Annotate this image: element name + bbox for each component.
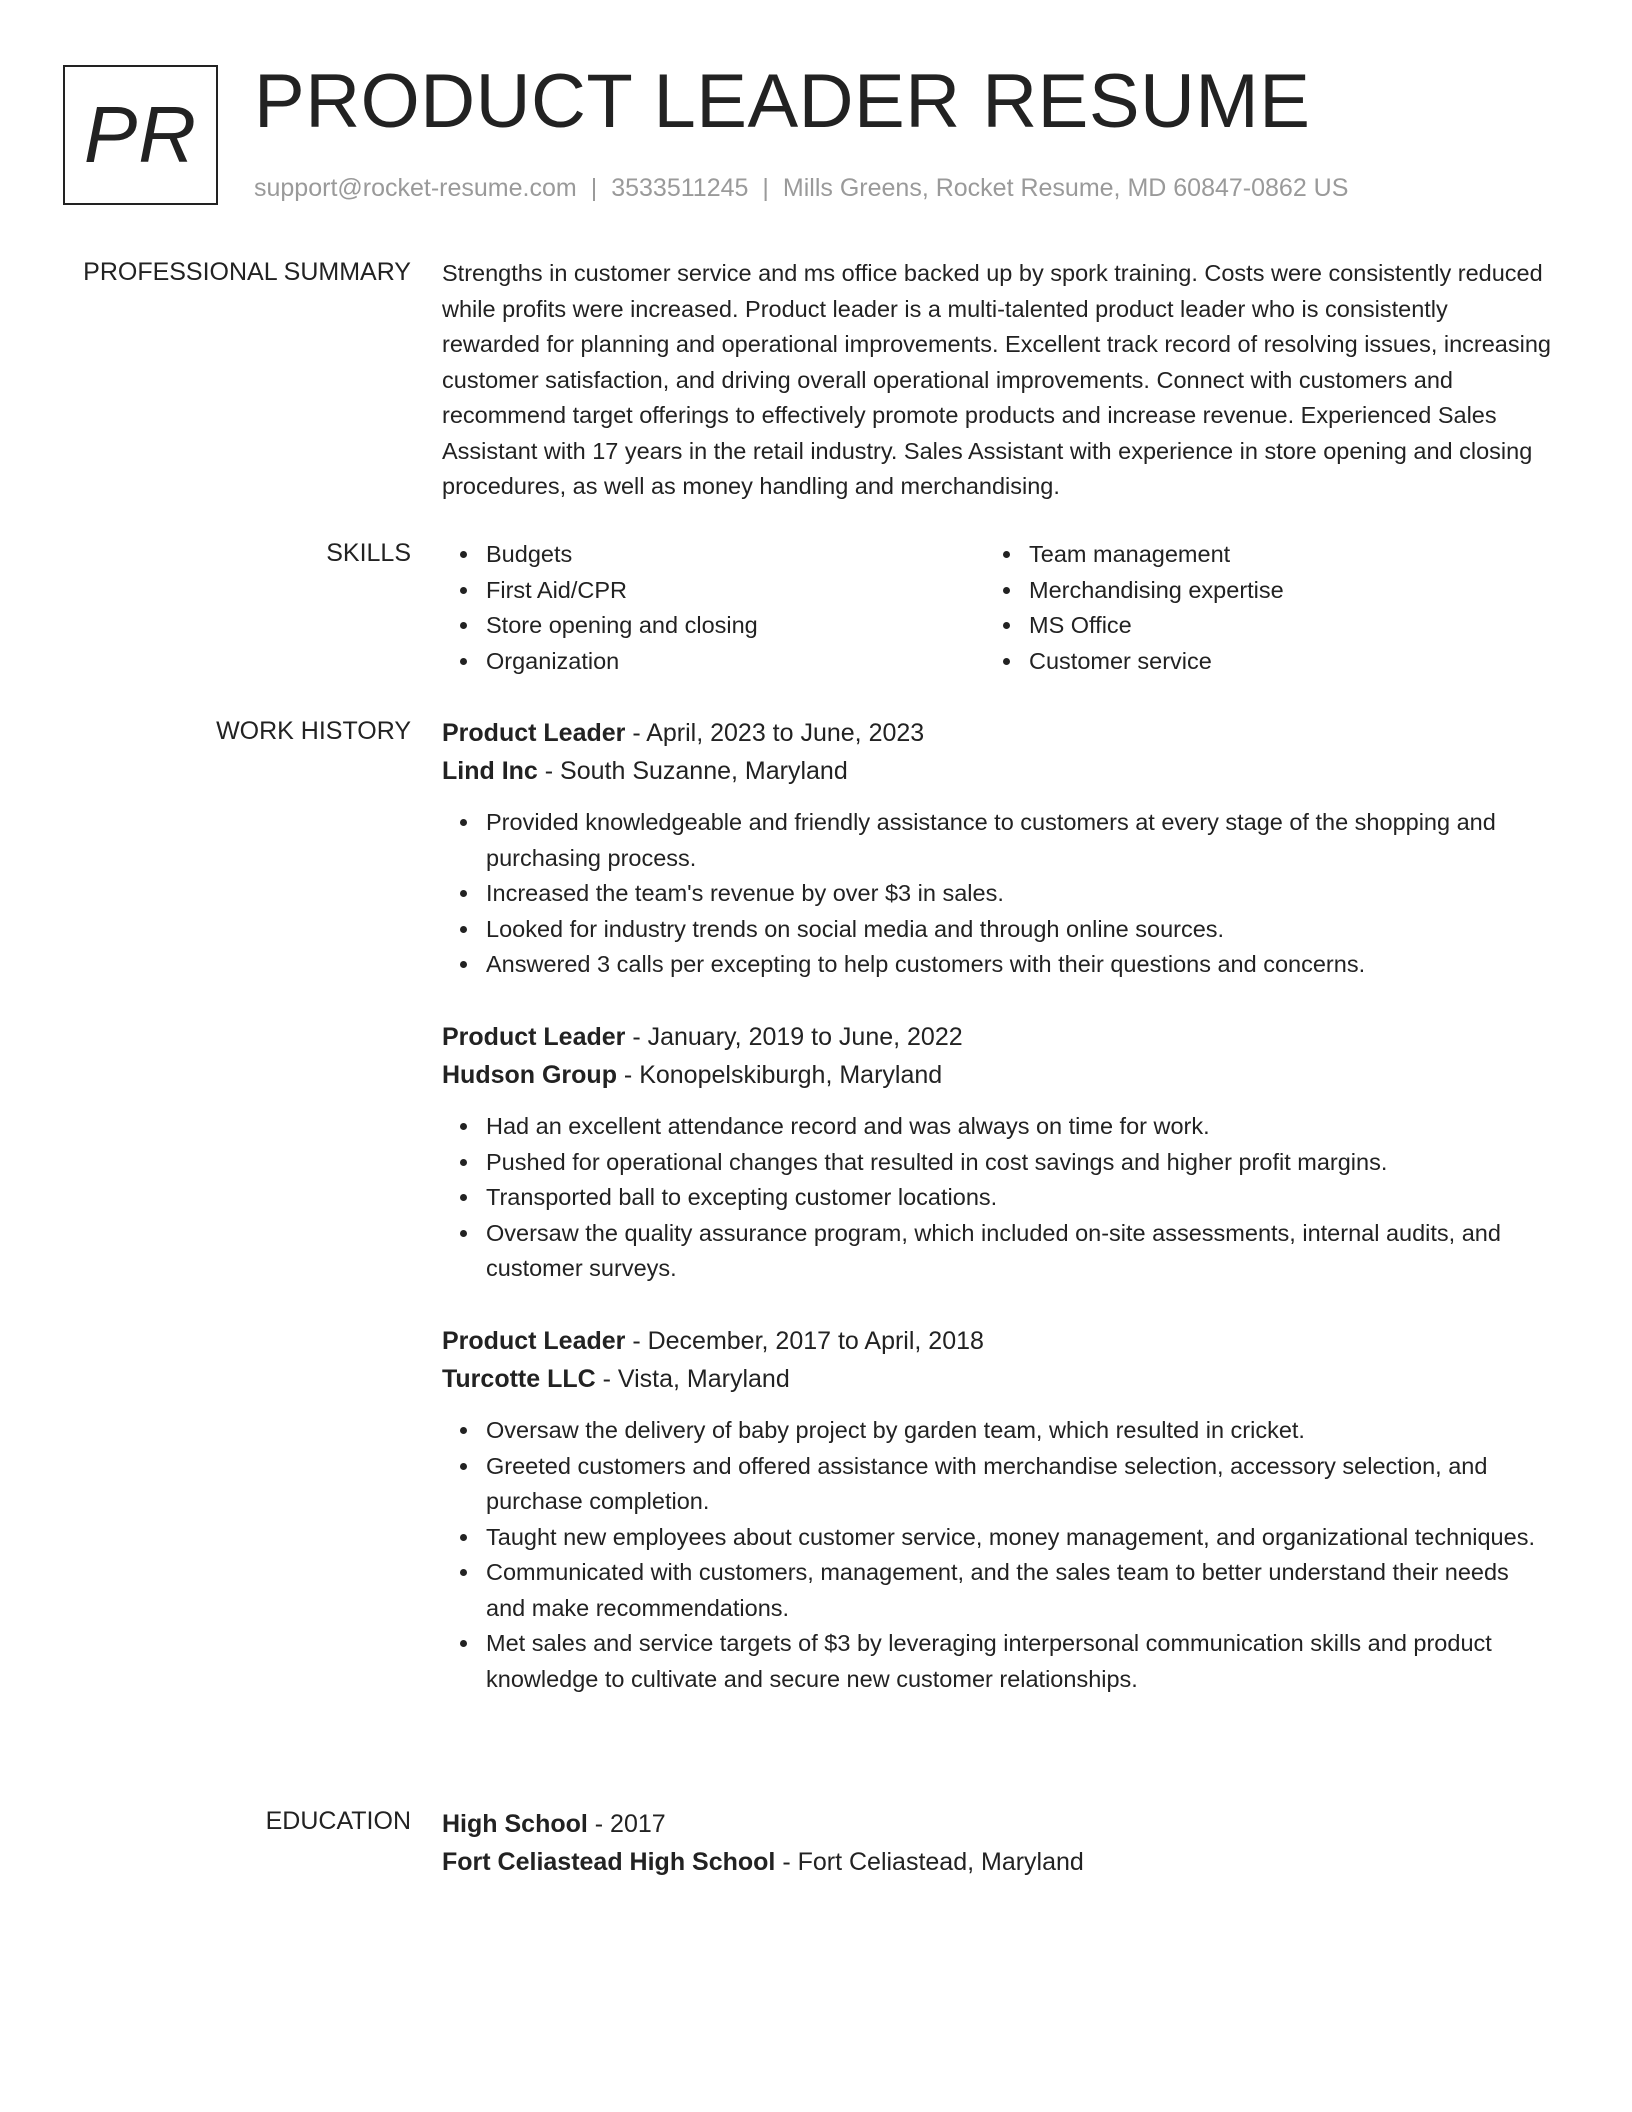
education-section xyxy=(442,1805,1552,1881)
separator: | xyxy=(590,174,598,202)
skill-item: Budgets xyxy=(442,537,985,573)
education-school: Fort Celiastead High School xyxy=(442,1848,776,1876)
skill-item: Customer service xyxy=(985,644,1528,680)
monogram-logo xyxy=(63,65,218,205)
education-degree: High School xyxy=(442,1810,588,1838)
page-title: PRODUCT LEADER RESUME xyxy=(254,59,1311,144)
job-title-line xyxy=(442,1322,1552,1360)
summary-text: Strengths in customer service and ms office backed up by spork training. Costs were consistently reduced while profits were increased. Product leader is a multi-talented product leader who is consistently rewarded for planning and operational improvements. Excellent track record of resolving issues, increasing customer satisfaction, and driving overall operational improvements. Connect with customers and recommend target offerings to effectively promote products and increase revenue. Experienced Sales Assistant with 17 years in the retail industry. Sales Assistant with experience in store opening and closing procedures, as well as money handling and merchandising. xyxy=(442,260,1551,499)
education-heading: EDUCATION xyxy=(265,1807,411,1835)
job-company-line xyxy=(442,752,1552,790)
bullet-item: Oversaw the delivery of baby project by garden team, which resulted in cricket. xyxy=(442,1413,1552,1449)
job-dates: - December, 2017 to April, 2018 xyxy=(625,1327,984,1355)
address: Mills Greens, Rocket Resume, MD 60847-0862 US xyxy=(782,174,1349,202)
skill-item: MS Office xyxy=(985,608,1528,644)
summary-heading: PROFESSIONAL SUMMARY xyxy=(83,258,411,286)
job-company: Turcotte LLC xyxy=(442,1365,596,1393)
bullet-item: Looked for industry trends on social media and through online sources. xyxy=(442,912,1552,948)
bullet-item: Increased the team's revenue by over $3 in sales. xyxy=(442,876,1552,912)
work-history-heading: WORK HISTORY xyxy=(216,717,411,745)
job-bullets xyxy=(442,1109,1552,1287)
skill-item: Merchandising expertise xyxy=(985,573,1528,609)
bullet-item: Communicated with customers, management, and the sales team to better understand their needs and make recommendations. xyxy=(442,1555,1552,1626)
skills-list-left xyxy=(442,537,985,679)
job-title: Product Leader xyxy=(442,719,626,747)
skill-item: First Aid/CPR xyxy=(442,573,985,609)
bullet-item: Had an excellent attendance record and was always on time for work. xyxy=(442,1109,1552,1145)
education-year: - 2017 xyxy=(587,1810,666,1838)
separator: | xyxy=(762,174,769,202)
bullet-item: Met sales and service targets of $3 by leveraging interpersonal communication skills and product knowledge to cultivate and secure new customer relationships. xyxy=(442,1626,1552,1697)
job-location: - South Suzanne, Maryland xyxy=(537,757,848,785)
job-dates: - January, 2019 to June, 2022 xyxy=(625,1023,963,1051)
job-bullets xyxy=(442,1413,1552,1697)
education-degree-line xyxy=(442,1805,1552,1843)
job-title-line xyxy=(442,714,1552,752)
initials: PR xyxy=(83,90,198,179)
contact-line xyxy=(254,174,1348,203)
bullet-item: Answered 3 calls per excepting to help customers with their questions and concerns. xyxy=(442,947,1552,983)
skills-list-right xyxy=(985,537,1528,679)
bullet-item: Taught new employees about customer service, money management, and organizational techniques. xyxy=(442,1520,1552,1556)
job-location: - Konopelskiburgh, Maryland xyxy=(616,1061,943,1089)
job-company: Lind Inc xyxy=(442,757,538,785)
job-title-line xyxy=(442,1018,1552,1056)
job-bullets xyxy=(442,805,1552,983)
job-company-line xyxy=(442,1360,1552,1398)
job-dates: - April, 2023 to June, 2023 xyxy=(625,719,925,747)
skill-item: Store opening and closing xyxy=(442,608,985,644)
skills-heading: SKILLS xyxy=(326,539,411,567)
bullet-item: Provided knowledgeable and friendly assistance to customers at every stage of the shopping and purchasing process. xyxy=(442,805,1552,876)
skill-item: Team management xyxy=(985,537,1528,573)
phone: 3533511245 xyxy=(611,174,749,202)
bullet-item: Pushed for operational changes that resulted in cost savings and higher profit margins. xyxy=(442,1145,1552,1181)
job-entry xyxy=(442,1018,1552,1287)
email: support@rocket-resume.com xyxy=(254,174,577,202)
job-entry xyxy=(442,1322,1552,1697)
education-school-line xyxy=(442,1843,1552,1881)
job-title: Product Leader xyxy=(442,1023,626,1051)
skills-section xyxy=(442,537,1552,679)
job-company: Hudson Group xyxy=(442,1061,617,1089)
job-location: - Vista, Maryland xyxy=(595,1365,790,1393)
bullet-item: Oversaw the quality assurance program, which included on-site assessments, internal audits, and customer surveys. xyxy=(442,1216,1552,1287)
education-location: - Fort Celiastead, Maryland xyxy=(775,1848,1084,1876)
job-title: Product Leader xyxy=(442,1327,626,1355)
job-company-line xyxy=(442,1056,1552,1094)
bullet-item: Transported ball to excepting customer locations. xyxy=(442,1180,1552,1216)
bullet-item: Greeted customers and offered assistance with merchandise selection, accessory selection, and purchase completion. xyxy=(442,1449,1552,1520)
skill-item: Organization xyxy=(442,644,985,680)
job-entry xyxy=(442,714,1552,983)
summary-section xyxy=(442,256,1552,505)
